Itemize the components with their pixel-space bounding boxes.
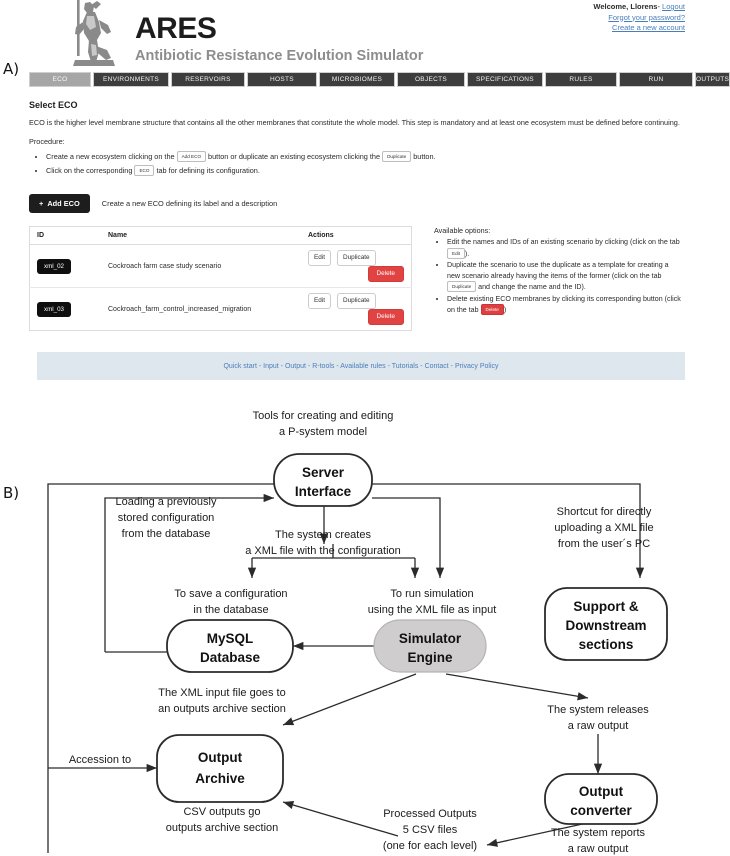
node-support-line1: Support & <box>573 599 639 614</box>
node-mysql-line1: MySQL <box>206 631 254 646</box>
option-item-edit <box>447 237 681 259</box>
add-eco-button[interactable] <box>29 194 90 213</box>
tab-microbiomes[interactable]: MICROBIOMES <box>319 72 395 87</box>
node-server-interface-line2: Interface <box>294 484 352 499</box>
annot-creates-xml-line2: a XML file with the configuration <box>245 545 401 557</box>
procedure-item-2 <box>46 164 681 177</box>
annot-raw-output-line1: The system releases <box>547 704 649 716</box>
footer-link-tutorials[interactable]: Tutorials <box>391 362 419 370</box>
inline-add-eco-button[interactable]: Add ECO <box>177 151 206 162</box>
edge-simulator-to-output-archive <box>283 674 416 725</box>
tab-specifications[interactable]: SPECIFICATIONS <box>467 72 543 87</box>
plus-icon: + <box>39 199 44 208</box>
node-output-archive <box>157 735 283 802</box>
annot-run-sim-line1: To run simulation <box>390 588 474 600</box>
procedure-item-1 <box>46 150 681 163</box>
option-2-text-b: and change the name and the ID). <box>478 283 586 291</box>
inline-edit-button[interactable]: Edit <box>447 248 465 259</box>
cell-id <box>30 245 102 288</box>
footer-link-contact[interactable]: Contact <box>424 362 449 370</box>
annot-loading-line1: Loading a previously <box>115 496 217 508</box>
procedure-list <box>29 150 681 177</box>
id-badge: xml_03 <box>37 302 71 317</box>
panel-label-a: A) <box>3 60 20 78</box>
node-output-converter <box>545 774 657 824</box>
option-1-text-a: Edit the names and IDs of an existing scenario by clicking (click on the tab <box>447 238 680 246</box>
annot-reports-raw-line1: The system reports <box>550 827 646 839</box>
welcome-prefix: Welcome, <box>593 2 629 11</box>
user-account-area <box>593 2 685 34</box>
node-mysql-line2: Database <box>199 650 261 665</box>
procedure-1-text-b: button or duplicate an existing ecosystem clicking the <box>208 152 381 161</box>
annot-xml-archive-line2: an outputs archive section <box>158 703 286 715</box>
add-eco-button-label: Add ECO <box>47 199 80 208</box>
flow-diagram-svg <box>0 398 685 856</box>
logout-link[interactable]: Logout <box>662 2 685 11</box>
tab-hosts[interactable]: HOSTS <box>247 72 317 87</box>
cell-actions <box>301 288 412 331</box>
forgot-password-link[interactable]: Forgot your password? <box>608 12 685 22</box>
node-server-interface <box>274 454 372 506</box>
option-2-text-a: Duplicate the scenario to use the duplicate as a template for creating a new scenario already having the items of the former (click on the tab <box>447 261 669 280</box>
table-header-row <box>30 227 412 245</box>
inline-delete-button-option[interactable]: Delete <box>481 304 504 315</box>
available-options-title: Available options: <box>434 226 491 235</box>
architecture-flow-diagram-panel <box>0 398 685 856</box>
node-support-downstream <box>545 588 667 660</box>
tab-objects[interactable]: OBJECTS <box>397 72 465 87</box>
procedure-2-text-a: Click on the corresponding <box>46 166 133 175</box>
lower-area <box>29 226 681 331</box>
app-header <box>25 0 685 70</box>
annot-csv-line2: outputs archive section <box>165 822 279 834</box>
eco-table <box>29 226 412 331</box>
page-title: Select ECO <box>29 100 78 110</box>
footer-sep: - <box>334 362 341 370</box>
node-output-archive-line1: Output <box>197 750 243 765</box>
procedure-1-text-a: Create a new ecosystem clicking on the <box>46 152 175 161</box>
edit-button[interactable]: Edit <box>308 293 331 309</box>
node-support-line2: Downstream <box>565 618 647 633</box>
procedure-1-text-c: button. <box>413 152 436 161</box>
annot-processed-line3: (one for each level) <box>382 840 478 852</box>
delete-button[interactable]: Delete <box>368 266 404 282</box>
welcome-separator: - <box>657 2 660 11</box>
annot-accession-line1: Accession to <box>68 754 132 766</box>
annot-processed-line1: Processed Outputs <box>383 808 477 820</box>
footer-link-output[interactable]: Output <box>284 362 306 370</box>
annot-raw-output-line2: a raw output <box>567 720 629 732</box>
section-description: ECO is the higher level membrane structure that contains all the other membranes that constitute the whole model. This step is mandatory and at least one ecosystem must be defined before continuing. <box>29 118 680 127</box>
annot-reports-raw-line2: a raw output <box>567 843 629 855</box>
annot-tools-line1: Tools for creating and editing <box>252 410 394 422</box>
cell-id <box>30 288 102 331</box>
option-item-duplicate <box>447 260 681 293</box>
column-header-name: Name <box>101 227 301 245</box>
node-server-interface-line1: Server <box>301 465 345 480</box>
duplicate-button[interactable]: Duplicate <box>337 293 376 309</box>
annot-run-sim-line2: using the XML file as input <box>367 604 497 616</box>
column-header-id: ID <box>30 227 102 245</box>
annot-save-config-line2: in the database <box>193 604 269 616</box>
annot-loading-line3: from the database <box>121 528 211 540</box>
tab-rules[interactable]: RULES <box>545 72 617 87</box>
tab-reservoirs[interactable]: RESERVOIRS <box>171 72 245 87</box>
duplicate-button[interactable]: Duplicate <box>337 250 376 266</box>
main-navigation-tabs <box>25 72 730 87</box>
annot-creates-xml-line1: The system creates <box>275 529 371 541</box>
ares-statue-logo-icon <box>63 0 125 68</box>
annot-shortcut-line3: from the user´s PC <box>557 538 651 550</box>
tab-run[interactable]: RUN <box>619 72 693 87</box>
inline-eco-tab-button[interactable]: ECO <box>134 165 154 176</box>
footer-links <box>223 363 498 370</box>
node-mysql-database <box>167 620 293 672</box>
annot-shortcut-line1: Shortcut for directly <box>556 506 652 518</box>
footer-sep: - <box>256 362 264 370</box>
footer-link-privacy-policy[interactable]: Privacy Policy <box>454 362 499 370</box>
inline-duplicate-button[interactable]: Duplicate <box>382 151 411 162</box>
username: Llorens <box>630 2 658 11</box>
inline-duplicate-button-option[interactable]: Duplicate <box>447 281 476 292</box>
option-item-delete <box>447 294 681 316</box>
option-3-text-a: Delete existing ECO membranes by clicking its corresponding button (click on the tab <box>447 294 681 314</box>
annot-xml-archive-line1: The XML input file goes to <box>158 687 286 699</box>
annot-tools-line2: a P-system model <box>278 426 368 438</box>
footer-sep: - <box>278 362 285 370</box>
footer-sep: - <box>448 362 455 370</box>
tab-environments[interactable]: ENVIRONMENTS <box>93 72 169 87</box>
delete-button[interactable]: Delete <box>368 309 404 325</box>
edit-button[interactable]: Edit <box>308 250 331 266</box>
footer-sep: - <box>305 362 313 370</box>
node-support-line3: sections <box>578 637 634 652</box>
procedure-2-text-b: tab for defining its configuration. <box>156 166 260 175</box>
eco-table-wrapper <box>29 226 412 331</box>
edge-processed-to-archive <box>283 802 398 836</box>
footer-sep: - <box>385 362 392 370</box>
table-row <box>30 288 412 331</box>
node-simulator-line2: Engine <box>407 650 453 665</box>
cell-actions <box>301 245 412 288</box>
brand-title: ARES <box>135 12 217 45</box>
footer-link-available-rules[interactable]: Available rules <box>340 362 386 370</box>
annot-loading-line2: stored configuration <box>117 512 215 524</box>
panel-label-b: B) <box>3 484 20 502</box>
annot-csv-line1: CSV outputs go <box>183 806 261 818</box>
node-simulator-engine <box>374 620 486 672</box>
add-eco-row <box>29 194 681 213</box>
node-output-archive-line2: Archive <box>195 771 245 786</box>
footer-link-input[interactable]: Input <box>263 362 279 370</box>
welcome-line <box>593 2 685 13</box>
cell-name: Cockroach farm case study scenario <box>101 245 301 288</box>
footer-sep: - <box>418 362 425 370</box>
edge-simulator-to-raw-output <box>446 674 588 698</box>
brand-subtitle: Antibiotic Resistance Evolution Simulator <box>135 48 424 64</box>
footer-band <box>37 352 685 380</box>
tab-eco[interactable]: ECO <box>29 72 91 87</box>
node-output-converter-line1: Output <box>578 784 624 799</box>
id-badge: xml_02 <box>37 259 71 274</box>
available-options-list <box>434 237 681 316</box>
annot-shortcut-line2: uploading a XML file <box>554 522 654 534</box>
brand-block <box>135 14 423 65</box>
node-output-converter-line2: converter <box>570 803 632 818</box>
add-eco-description: Create a new ECO defining its label and a description <box>101 199 278 208</box>
page-content <box>25 100 685 331</box>
node-simulator-line1: Simulator <box>398 631 462 646</box>
footer-link-quick-start[interactable]: Quick start <box>223 362 257 370</box>
create-account-link[interactable]: Create a new account <box>612 23 685 32</box>
column-header-actions: Actions <box>301 227 412 245</box>
tab-outputs[interactable]: OUTPUTS <box>695 72 730 87</box>
annot-save-config-line1: To save a configuration <box>174 588 288 600</box>
procedure-label: Procedure: <box>29 137 65 146</box>
edge-server-to-simulator-direct <box>372 498 440 578</box>
option-1-text-b: ). <box>464 249 470 258</box>
available-options-panel <box>412 226 681 331</box>
ares-web-application-panel <box>25 0 730 385</box>
option-3-text-b: ) <box>503 306 507 314</box>
cell-name: Cockroach_farm_control_increased_migration <box>108 305 252 313</box>
table-row <box>30 245 412 288</box>
footer-link-r-tools[interactable]: R-tools <box>312 362 335 370</box>
annot-processed-line2: 5 CSV files <box>402 824 458 836</box>
